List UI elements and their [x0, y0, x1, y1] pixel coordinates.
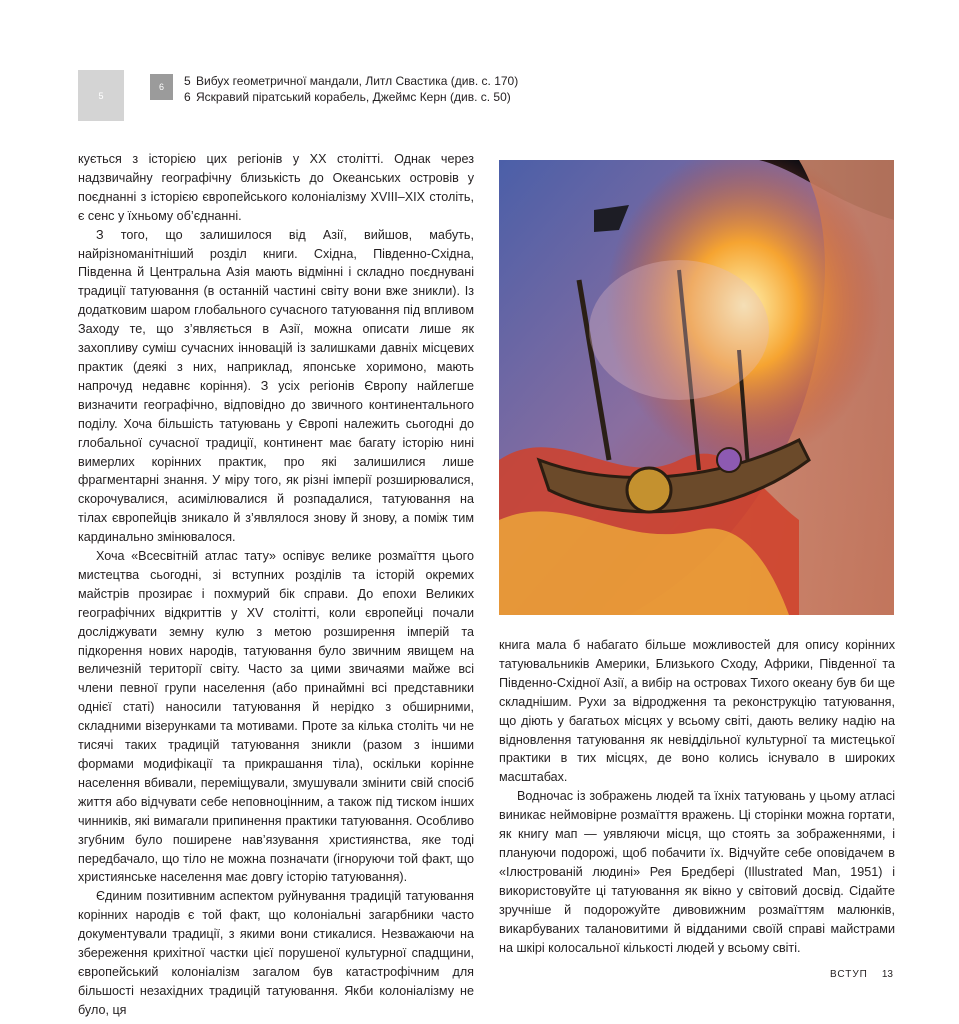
caption-text: Вибух геометричної мандали, Литл Свастика (див. с. 170)	[196, 74, 519, 88]
caption-row	[184, 89, 518, 105]
left-text-column	[78, 150, 474, 1020]
thumbnail-image-5	[78, 70, 124, 121]
paragraph: Єдиним позитивним аспектом руйнування традицій татуювання корінних народів є той факт, що колоніальні загарбники часто документували традиції, з якими вони стикалися. Незважаючи на збереження крихітної частки цієї порушеної культурної спадщини, європейський колоніалізм загалом був катастрофічним для більшості незахідних традицій татуювання. Якби колоніалізму не було, ця	[78, 889, 474, 1017]
paragraph: З того, що залишилося від Азії, вийшов, мабуть, найрізноманітніший розділ книги. Східна, Південно-Східна, Південна й Центральна Азія мають відмінні і складно поєднувані традиції татуювання (в останній частині світу вони вже зникли). Із додатковим шаром глобального сучасного татуювання під впливом Заходу те, що з’являється в Азії, можна описати лише як захопливу суміш сучасних інновацій із залишками давніх місцевих практик (деякі з них, наприклад, японське хоримоно, мають напрочуд недавнє коріння). З усіх регіонів Європу найлегше визначити географічно, відповідно до звичного континентального поділу. Хоча більшість татуювань у Європі належить сьогодні до глобальної сучасної традиції, континент має багату історію нині вимерлих корінних практик, про які залишилися лише фрагментарні знання. У міру того, як різні імперії розширювалися, скорочувалися, асимілювалися й розпадалися, татуювання на тілах європейців зникало й з’являлося знову й знову, а поміж тим кардинально змінювалося.	[78, 227, 474, 545]
caption-row	[184, 73, 518, 89]
paragraph: кується з історією цих регіонів у XX столітті. Однак через надзвичайну географічну близькість до Океанських островів у поєднанні з історією європейського колоніалізму XVIII–XIX століть, є сенс у їхньому об’єднанні.	[78, 152, 474, 223]
page-number: 13	[881, 969, 893, 980]
thumbnail-number: 6	[158, 82, 164, 92]
thumbnail-number: 5	[98, 90, 104, 101]
section-title: ВСТУП	[829, 969, 868, 980]
tattoo-illustration	[499, 160, 894, 615]
paragraph: книга мала б набагато більше можливостей для опису корінних татуювальників Америки, Близького Сходу, Африки, Південної та Південно-Східної Азії, а вибір на островах Тихого океану був би ще складнішим. Рухи за відродження та реконструкцію татуювання, що діють у багатьох місцях у всьому світі, дають велику надію на відновлення татуювання як невіддільної культурної та мистецької практики в тих місцях, де воно колись існувало в широких масштабах.	[499, 638, 895, 785]
tattoo-photo	[499, 160, 894, 615]
caption-text: Яскравий піратський корабель, Джеймс Керн (див. с. 50)	[196, 90, 511, 104]
right-text-column	[499, 636, 895, 957]
caption-number: 5	[184, 74, 191, 88]
paragraph: Водночас із зображень людей та їхніх татуювань у цьому атласі виникає неймовірне розмаїття вражень. Ці сторінки можна гортати, як книгу мап — уявляючи місця, що стоять за зображеннями, і плануючи подорожі, щоб побачити їх. Відчуйте себе оповідачем в «Ілюстрованій людині» Рея Бредбері (Illustrated Man, 1951) і використовуйте ці татуювання як вікно у світовий досвід. Сідайте зручніше й подорожуйте дивовижним розмаїттям малюнків, викарбуваних талановитими й відданими своїй справі майстрами на шкірі колосальної кількості людей у всьому світі.	[499, 789, 895, 955]
caption-number: 6	[184, 90, 191, 104]
page-footer	[830, 969, 893, 980]
thumbnail-image-6	[150, 74, 173, 100]
paragraph: Хоча «Всесвітній атлас тату» оспівує велике розмаїття цього мистецтва сьогодні, зі вступних розділів та історій окремих майстрів прозирає і похмурий бік справи. До епохи Великих географічних відкриттів у XV столітті, коли європейці почали досліджувати земну кулю з метою розширення імперій та підкорення нових народів, татуювання було звичним явищем на величезній території світу. Часто за цими звичаями майже всі члени певної групи населення (або принаймні всі представники однієї статі) наносили татуювання й нерідко з обширними, складними візерунками та мотивами. Проте за кілька століть чи не тисячі таких традицій татуювання зникли (разом з іншими формами модифікації та прикрашання тіла), оскільки корінне населення вбивали, переміщували, змушували змінити свій спосіб життя або відчувати себе неповноцінним, а також під тиском інших чинників, які вимагали припинення практики татуювання. Особливо згубним було поширене нав’язування християнства, яке тоді передбачало, що тіло не можна позначати (ігноруючи той факт, що християнське населення має довгу історію татуювання).	[78, 549, 474, 885]
image-captions	[184, 73, 518, 105]
